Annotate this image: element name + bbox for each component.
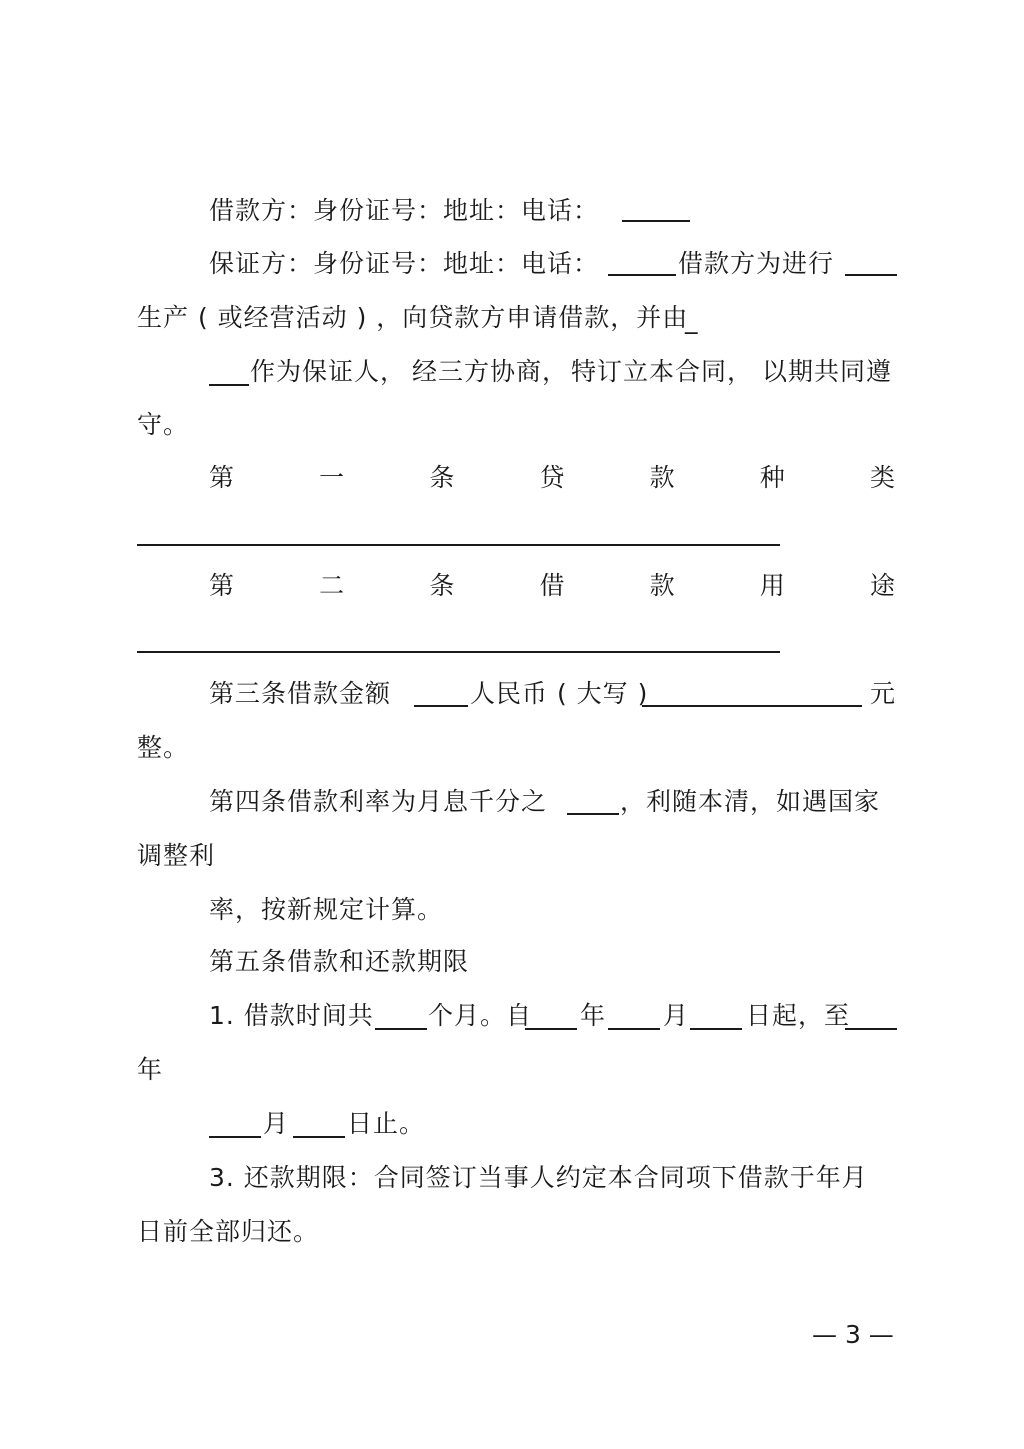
- start-month-blank: [608, 1028, 660, 1030]
- article-2-char: 条: [429, 571, 455, 600]
- interest-terms-text: ，利随本清，如遇国家: [620, 787, 881, 816]
- article-2-char: 用: [759, 571, 785, 600]
- loan-purpose-blank-line: [137, 651, 780, 653]
- months-from-text: 个月。自: [428, 1001, 533, 1030]
- article-2-heading: [209, 571, 895, 601]
- article-1-heading: [209, 463, 895, 493]
- end-day-blank: [293, 1136, 345, 1138]
- start-day-blank: [690, 1028, 742, 1030]
- borrower-info-line: 借款方：身份证号：地址：电话：: [209, 196, 600, 225]
- article-2-char: 途: [869, 571, 895, 600]
- interest-rate-blank: [567, 813, 619, 815]
- article-1-char: 款: [649, 463, 675, 492]
- comply-text: 以期共同遵: [762, 357, 893, 386]
- underscore-mark: _: [685, 305, 699, 334]
- article-1-char: 第: [209, 463, 235, 492]
- end-year-label: 年: [137, 1055, 164, 1084]
- article-3-text: 第三条借款金额: [209, 679, 392, 708]
- end-day-label: 日止。: [347, 1109, 426, 1138]
- article-1-char: 条: [429, 463, 455, 492]
- article-1-char: 一: [319, 463, 345, 492]
- repayment-deadline-text: 3. 还款期限：合同签订当事人约定本合同项下借款于年月: [209, 1163, 868, 1192]
- guarantor-phone-blank: [608, 274, 676, 276]
- month-label: 月: [663, 1001, 690, 1030]
- day-from-to-text: 日起，至: [746, 1001, 851, 1030]
- guarantor-info-line: 保证方：身份证号：地址：电话：: [209, 249, 600, 278]
- contract-text: 特订立本合同，: [571, 357, 754, 386]
- article-2-char: 第: [209, 571, 235, 600]
- loan-type-blank-line: [137, 544, 780, 546]
- amount-words-blank: [642, 705, 862, 707]
- negotiation-text: 经三方协商，: [412, 357, 569, 386]
- end-year-blank: [845, 1028, 897, 1030]
- production-line: 生产 ( 或经营活动 ) ，向贷款方申请借款，并由: [137, 303, 689, 332]
- start-year-blank: [525, 1028, 577, 1030]
- end-month-label: 月: [263, 1109, 290, 1138]
- new-rule-text: 率，按新规定计算。: [209, 895, 444, 924]
- rmb-text: 人民币 ( 大写 ): [470, 679, 649, 708]
- year-label: 年: [580, 1001, 607, 1030]
- end-month-blank: [209, 1136, 261, 1138]
- page-number: — 3 —: [812, 1320, 894, 1349]
- purpose-blank: [845, 274, 897, 276]
- amount-blank: [414, 705, 468, 707]
- comply-end-text: 守。: [137, 410, 190, 439]
- loan-period-text: 1. 借款时间共: [209, 1001, 374, 1030]
- article-5-text: 第五条借款和还款期限: [209, 947, 470, 976]
- guarantor-name-blank: [209, 384, 249, 386]
- repay-all-text: 日前全部归还。: [137, 1217, 320, 1246]
- article-1-char: 类: [869, 463, 895, 492]
- article-1-char: 贷: [539, 463, 565, 492]
- article-2-char: 款: [649, 571, 675, 600]
- borrower-phone-blank: [622, 220, 690, 222]
- article-1-char: 种: [759, 463, 785, 492]
- article-4-text: 第四条借款利率为月息千分之: [209, 787, 548, 816]
- adjust-rate-text: 调整利: [137, 841, 216, 870]
- yuan-text: 元: [870, 679, 897, 708]
- article-2-char: 二: [319, 571, 345, 600]
- months-blank: [375, 1028, 427, 1030]
- whole-text: 整。: [137, 733, 190, 762]
- article-2-char: 借: [539, 571, 565, 600]
- as-guarantor-text: 作为保证人，: [250, 357, 407, 386]
- borrower-purpose-text: 借款方为进行: [678, 249, 835, 278]
